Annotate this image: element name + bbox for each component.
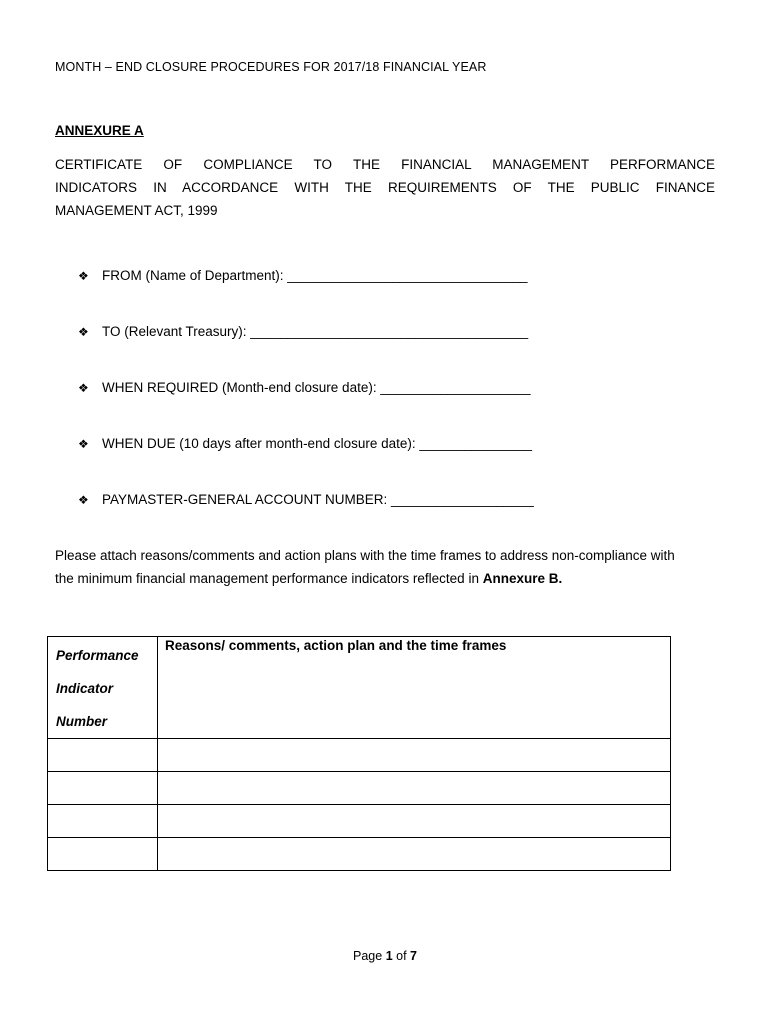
paymaster-account-label: PAYMASTER-GENERAL ACCOUNT NUMBER: ___________________ (102, 492, 534, 507)
reasons-comments-header: Reasons/ comments, action plan and the time frames (158, 637, 671, 739)
certificate-heading-line-2: INDICATORS IN ACCORDANCE WITH THE REQUIREMENTS OF THE PUBLIC FINANCE (55, 180, 715, 195)
table-header-row (48, 637, 671, 739)
indicator-number-cell[interactable] (48, 838, 158, 871)
when-required-label: WHEN REQUIRED (Month-end closure date): ____________________ (102, 380, 531, 395)
reasons-cell[interactable] (158, 805, 671, 838)
certificate-heading-line-1: CERTIFICATE OF COMPLIANCE TO THE FINANCIAL MANAGEMENT PERFORMANCE (55, 157, 715, 172)
instructions-line-1: Please attach reasons/comments and action plans with the time frames to address non-compliance with (55, 548, 675, 563)
page-total-number: 7 (410, 949, 417, 963)
diamond-bullet-icon: ❖ (78, 493, 89, 507)
reasons-cell[interactable] (158, 739, 671, 772)
to-treasury-label: TO (Relevant Treasury): _____________________________________ (102, 324, 529, 339)
annexure-b-reference: Annexure B. (482, 571, 563, 586)
to-treasury-field (78, 324, 528, 339)
diamond-bullet-icon: ❖ (78, 381, 89, 395)
header-word: Performance (56, 648, 139, 663)
indicator-number-cell[interactable] (48, 772, 158, 805)
annexure-title: ANNEXURE A (55, 123, 144, 138)
indicator-number-cell[interactable] (48, 805, 158, 838)
from-department-field (78, 268, 528, 283)
indicator-number-cell[interactable] (48, 739, 158, 772)
page-current-number: 1 (385, 949, 393, 963)
table-row (48, 739, 671, 772)
diamond-bullet-icon: ❖ (78, 437, 89, 451)
table-row (48, 805, 671, 838)
diamond-bullet-icon: ❖ (78, 325, 89, 339)
performance-indicator-table (47, 636, 671, 871)
performance-indicator-number-header (48, 637, 158, 739)
page-label: Page (353, 949, 386, 963)
page-footer (0, 949, 770, 963)
when-required-field (78, 380, 531, 395)
table-row (48, 838, 671, 871)
reasons-cell[interactable] (158, 838, 671, 871)
diamond-bullet-icon: ❖ (78, 269, 89, 283)
instructions-text: the minimum financial management performance indicators reflected in (55, 571, 483, 586)
paymaster-account-field (78, 492, 534, 507)
from-department-label: FROM (Name of Department): ________________________________ (102, 268, 528, 283)
page-header: MONTH – END CLOSURE PROCEDURES FOR 2017/18 FINANCIAL YEAR (55, 60, 487, 74)
instructions-line-2 (55, 571, 562, 586)
when-due-label: WHEN DUE (10 days after month-end closure date): _______________ (102, 436, 532, 451)
reasons-cell[interactable] (158, 772, 671, 805)
header-word: Indicator (56, 681, 114, 696)
page-of-label: of (392, 949, 411, 963)
header-word: Number (56, 714, 108, 729)
table-row (48, 772, 671, 805)
when-due-field (78, 436, 532, 451)
certificate-heading-line-3: MANAGEMENT ACT, 1999 (55, 203, 218, 218)
